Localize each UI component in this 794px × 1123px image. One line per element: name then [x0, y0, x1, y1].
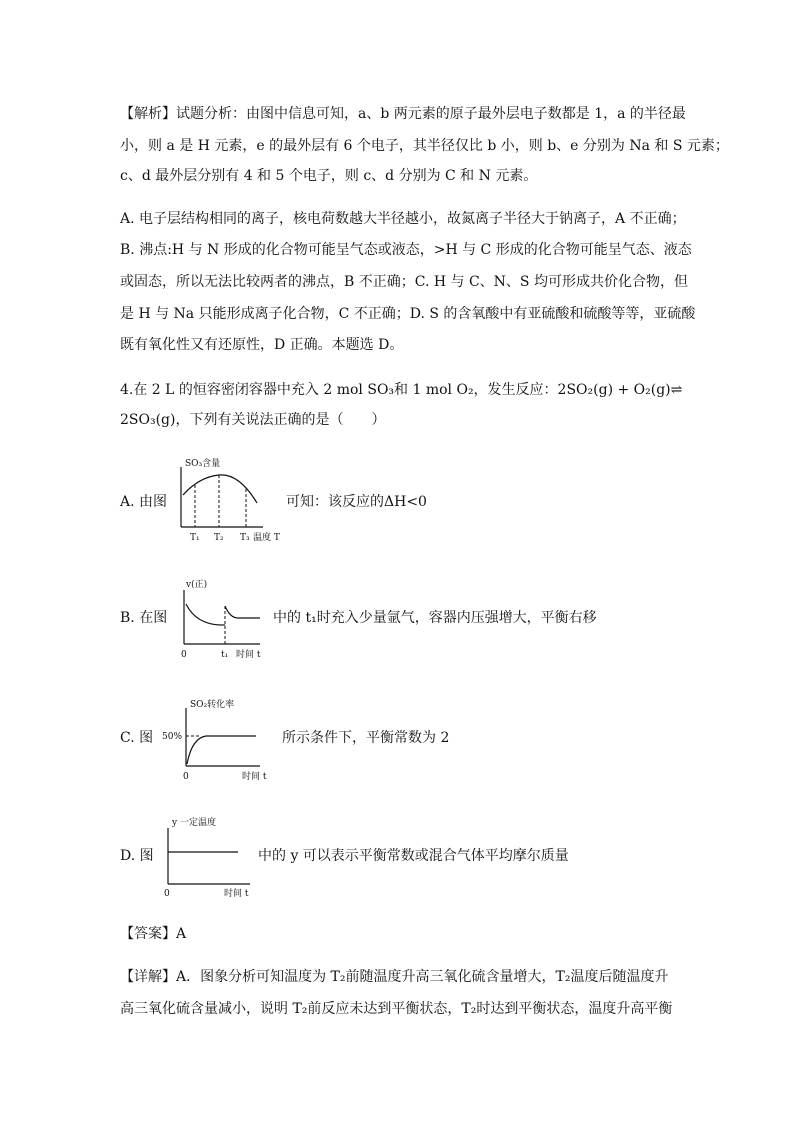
option-c-ylabel: SO₂转化率 [190, 700, 235, 710]
option-d-xlabel: 时间 t [224, 889, 249, 899]
option-a-curve [183, 475, 257, 503]
question-line-2: 2SO₃(g)，下列有关说法正确的是（ ） [120, 412, 386, 428]
option-a-text: 可知：该反应的ΔH<0 [286, 494, 427, 510]
option-a-figure [175, 455, 293, 547]
answer: 【答案】A [120, 926, 187, 942]
option-b-label: B. 在图 [120, 610, 168, 626]
option-c-level: 50% [162, 732, 183, 742]
option-b-figure [176, 576, 276, 662]
option-c-label: C. 图 [120, 730, 154, 746]
option-d-ylabel: y 一定温度 [172, 818, 216, 828]
analysis-line-1: 【解析】试题分析：由图中信息可知，a、b 两元素的原子最外层电子数都是 1，a 的半径最 [120, 106, 686, 122]
option-c-text: 所示条件下，平衡常数为 2 [282, 730, 450, 746]
option-a-t2: T₂ [214, 533, 224, 543]
option-d-origin: 0 [164, 889, 170, 899]
detail-line-1: 【详解】A．图象分析可知温度为 T₂前随温度升高三氧化硫含量增大，T₂温度后随温度升 [120, 969, 669, 985]
option-c-origin: 0 [183, 772, 189, 782]
option-b-ylabel: v(正) [186, 580, 208, 590]
option-b-t1: t₁ [221, 650, 229, 660]
option-b-xlabel: 时间 t [236, 650, 261, 660]
question-line-1: 4.在 2 L 的恒容密闭容器中充入 2 mol SO₃和 1 mol O₂，发生反应：2SO₂(g) + O₂(g)⇌ [120, 382, 683, 398]
option-b-text: 中的 t₁时充入少量氩气，容器内压强增大，平衡右移 [273, 610, 597, 626]
option-d-text: 中的 y 可以表示平衡常数或混合气体平均摩尔质量 [258, 848, 569, 864]
option-b-curve-1 [186, 604, 220, 625]
option-b-origin: 0 [181, 650, 187, 660]
detail-line-2: 高三氧化硫含量减小，说明 T₂前反应未达到平衡状态，T₂时达到平衡状态，温度升高平衡 [120, 1001, 673, 1017]
option-c-curve [187, 736, 256, 764]
option-a-xlabel: 温度 T [253, 533, 280, 543]
option-b-curve-2 [225, 606, 260, 618]
explanation-line-4: 是 H 与 Na 只能形成离子化合物，C 不正确；D. S 的含氧酸中有亚硫酸和硫酸等等，亚硫酸 [120, 306, 696, 322]
explanation-line-3: 或固态，所以无法比较两者的沸点，B 不正确；C. H 与 C、N、S 均可形成共价化合物，但 [120, 274, 688, 290]
explanation-line-2: B. 沸点:H 与 N 形成的化合物可能呈气态或液态，>H 与 C 形成的化合物可能呈气态、液态 [120, 242, 692, 258]
option-c-xlabel: 时间 t [242, 772, 267, 782]
option-a-label: A. 由图 [120, 494, 168, 510]
option-c-figure [160, 694, 280, 782]
option-a-ylabel: SO₃含量 [185, 459, 221, 469]
option-a-t1: T₁ [190, 533, 200, 543]
option-d-figure [158, 814, 268, 900]
option-a-t3: T₃ [240, 533, 250, 543]
explanation-line-5: 既有氧化性又有还原性，D 正确。本题选 D。 [120, 337, 404, 353]
option-d-label: D. 图 [120, 848, 154, 864]
explanation-line-1: A. 电子层结构相同的离子，核电荷数越大半径越小，故氮离子半径大于钠离子，A 不正确； [120, 211, 686, 227]
analysis-line-3: c、d 最外层分别有 4 和 5 个电子，则 c、d 分别为 C 和 N 元素。 [120, 168, 538, 184]
analysis-line-2: 小，则 a 是 H 元素，e 的最外层有 6 个电子，其半径仅比 b 小，则 b、e 分别为 Na 和 S 元素； [120, 138, 729, 154]
